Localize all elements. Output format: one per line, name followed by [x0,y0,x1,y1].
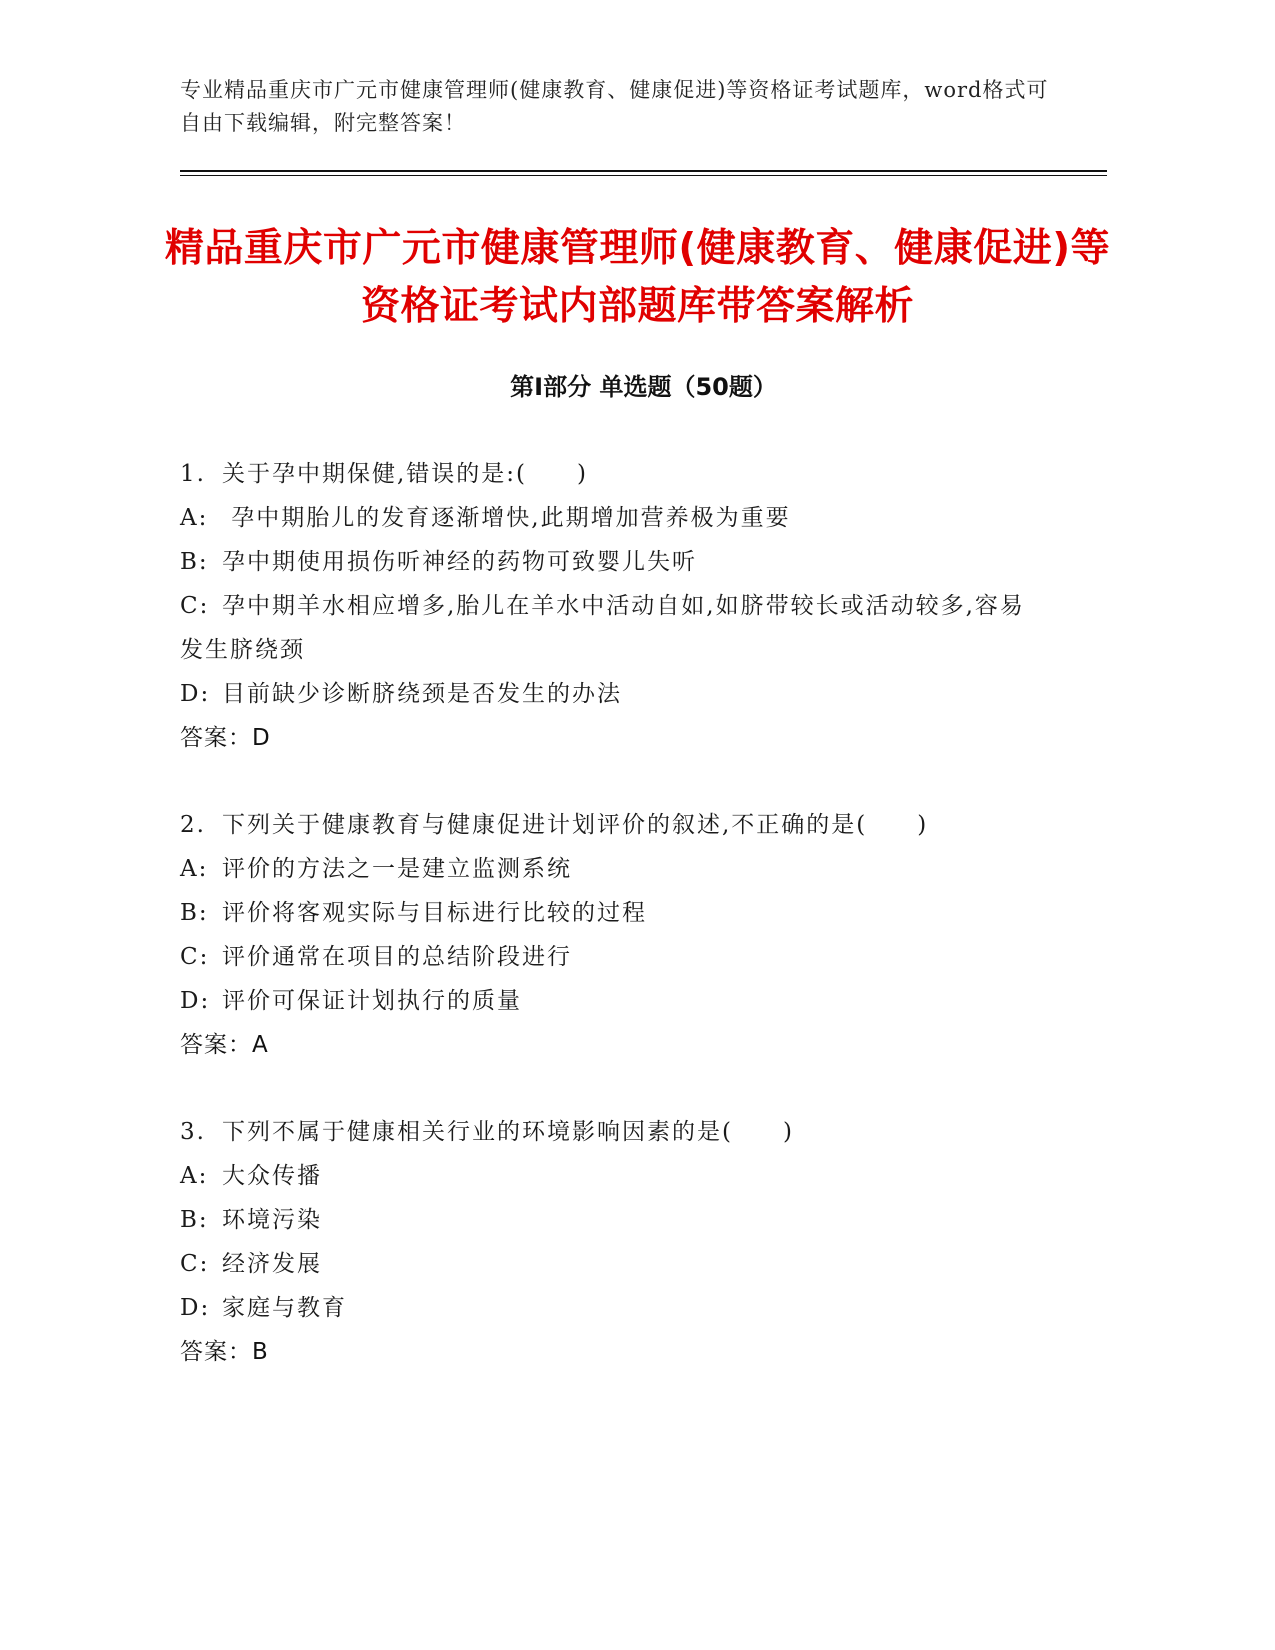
option-d [180,979,1040,1023]
option-key: B: [180,1207,209,1233]
answer-value: A [252,1032,268,1058]
option-text: 评价将客观实际与目标进行比较的过程 [222,900,647,926]
option-text: 环境污染 [222,1207,322,1233]
option-key: A: [180,856,209,882]
option-a [180,847,1040,891]
question-stem [180,803,1040,847]
question-number: 3. [180,1119,206,1145]
question-text: 关于孕中期保健,错误的是:( ) [222,461,589,487]
answer-label: 答案： [180,1339,252,1365]
option-b [180,1198,1040,1242]
answer-value: B [252,1339,268,1365]
question-list [180,452,1040,1417]
header-rule-thick [180,170,1107,172]
option-text: 经济发展 [222,1251,322,1277]
option-text: 孕中期使用损伤听神经的药物可致婴儿失听 [222,549,697,575]
question-number: 2. [180,812,206,838]
option-key: A: [180,1163,209,1189]
option-text: 评价的方法之一是建立监测系统 [222,856,572,882]
option-c [180,584,1040,672]
header-rule-thin [180,175,1107,176]
option-text: 孕中期胎儿的发育逐渐增快,此期增加营养极为重要 [222,505,791,531]
answer [180,716,1040,760]
answer [180,1330,1040,1374]
answer-label: 答案： [180,1032,252,1058]
option-a [180,1154,1040,1198]
question-3 [180,1110,1040,1374]
section-title: 第Ⅰ部分 单选题（50题） [510,373,777,401]
question-stem [180,452,1040,496]
header-note: 专业精品重庆市广元市健康管理师(健康教育、健康促进)等资格证考试题库，word格式可自由下载编辑，附完整答案！ [180,78,1049,135]
option-c [180,1242,1040,1286]
option-c [180,935,1040,979]
option-key: B: [180,549,209,575]
option-text: 孕中期羊水相应增多,胎儿在羊水中活动自如,如脐带较长或活动较多,容易发生脐绕颈 [180,593,1025,663]
option-key: A: [180,505,209,531]
option-key: C: [180,1251,210,1277]
option-b [180,540,1040,584]
option-text: 评价可保证计划执行的质量 [222,988,522,1014]
question-number: 1. [180,461,206,487]
answer-value: D [252,725,270,751]
question-1 [180,452,1040,760]
option-key: D: [180,988,211,1014]
option-b [180,891,1040,935]
option-d [180,672,1040,716]
answer-label: 答案： [180,725,252,751]
question-text: 下列关于健康教育与健康促进计划评价的叙述,不正确的是( ) [222,812,929,838]
document-title: 精品重庆市广元市健康管理师(健康教育、健康促进)等资格证考试内部题库带答案解析 [164,226,1111,329]
option-text: 目前缺少诊断脐绕颈是否发生的办法 [222,681,622,707]
option-d [180,1286,1040,1330]
option-key: D: [180,681,211,707]
option-key: D: [180,1295,211,1321]
question-stem [180,1110,1040,1154]
option-key: C: [180,944,210,970]
option-key: B: [180,900,209,926]
option-a [180,496,1040,540]
option-text: 评价通常在项目的总结阶段进行 [222,944,572,970]
question-2 [180,803,1040,1067]
option-text: 家庭与教育 [222,1295,347,1321]
option-key: C: [180,593,210,619]
answer [180,1023,1040,1067]
question-text: 下列不属于健康相关行业的环境影响因素的是( ) [222,1119,794,1145]
option-text: 大众传播 [222,1163,322,1189]
